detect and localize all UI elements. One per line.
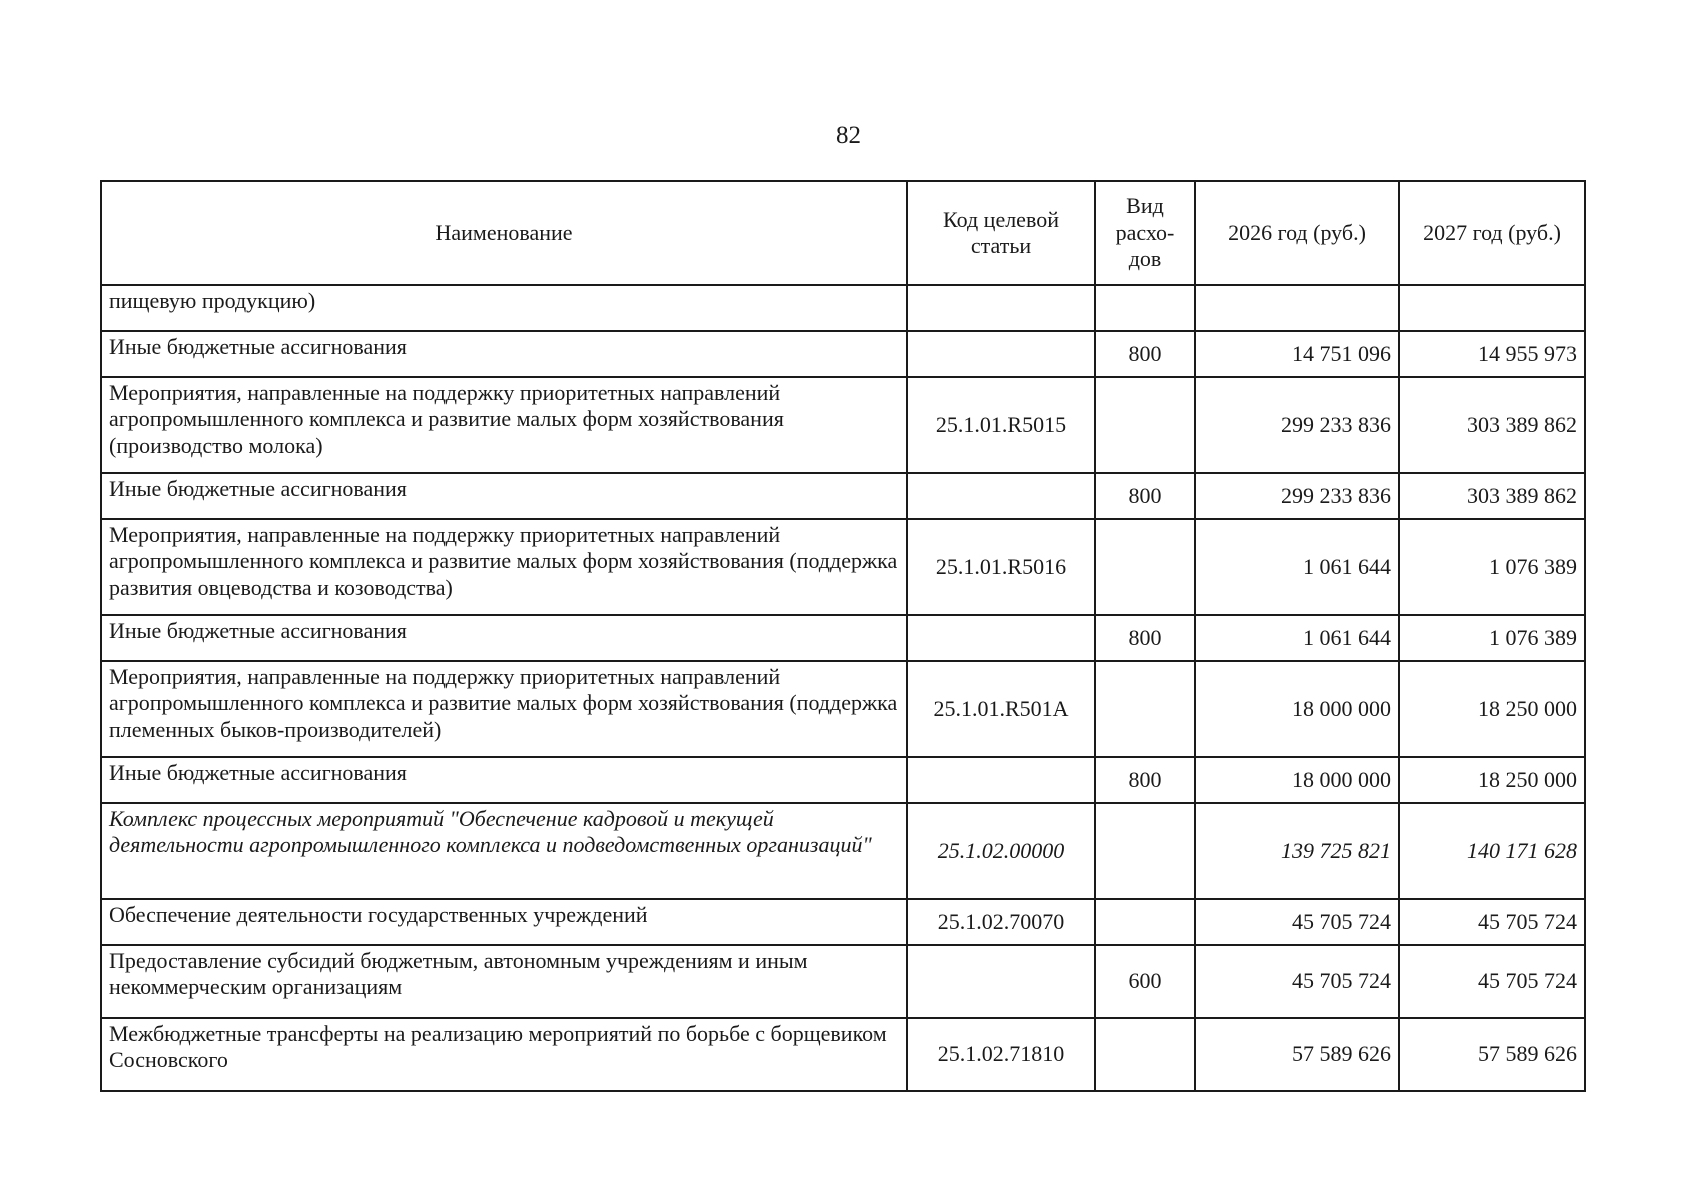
cell-2026: 45 705 724 bbox=[1195, 945, 1399, 1018]
cell-2027 bbox=[1399, 285, 1585, 331]
cell-2026: 18 000 000 bbox=[1195, 757, 1399, 803]
cell-2027: 14 955 973 bbox=[1399, 331, 1585, 377]
cell-2027: 1 076 389 bbox=[1399, 615, 1585, 661]
cell-2027: 303 389 862 bbox=[1399, 473, 1585, 519]
cell-2026: 18 000 000 bbox=[1195, 661, 1399, 757]
cell-code bbox=[907, 757, 1095, 803]
cell-code bbox=[907, 945, 1095, 1018]
header-2027: 2027 год (руб.) bbox=[1399, 181, 1585, 285]
cell-code: 25.1.02.00000 bbox=[907, 803, 1095, 899]
cell-kind bbox=[1095, 377, 1195, 473]
cell-2026: 45 705 724 bbox=[1195, 899, 1399, 945]
cell-2027: 18 250 000 bbox=[1399, 757, 1585, 803]
cell-2026: 299 233 836 bbox=[1195, 473, 1399, 519]
cell-kind: 600 bbox=[1095, 945, 1195, 1018]
table-row bbox=[101, 473, 1585, 519]
cell-name: Иные бюджетные ассигнования bbox=[101, 757, 907, 803]
cell-code bbox=[907, 331, 1095, 377]
table-row bbox=[101, 377, 1585, 473]
cell-2026: 1 061 644 bbox=[1195, 519, 1399, 615]
cell-2027: 140 171 628 bbox=[1399, 803, 1585, 899]
cell-kind bbox=[1095, 519, 1195, 615]
cell-code: 25.1.01.R5016 bbox=[907, 519, 1095, 615]
cell-2026: 14 751 096 bbox=[1195, 331, 1399, 377]
cell-2027: 1 076 389 bbox=[1399, 519, 1585, 615]
cell-2026: 299 233 836 bbox=[1195, 377, 1399, 473]
cell-code: 25.1.01.R5015 bbox=[907, 377, 1095, 473]
cell-code: 25.1.01.R501A bbox=[907, 661, 1095, 757]
cell-2027: 18 250 000 bbox=[1399, 661, 1585, 757]
table-header bbox=[101, 181, 1585, 285]
table-row bbox=[101, 519, 1585, 615]
table-row bbox=[101, 945, 1585, 1018]
cell-kind: 800 bbox=[1095, 473, 1195, 519]
cell-kind bbox=[1095, 285, 1195, 331]
table-row bbox=[101, 285, 1585, 331]
cell-code bbox=[907, 615, 1095, 661]
cell-kind: 800 bbox=[1095, 615, 1195, 661]
cell-name: Обеспечение деятельности государственных учреждений bbox=[101, 899, 907, 945]
cell-kind bbox=[1095, 1018, 1195, 1091]
cell-name: пищевую продукцию) bbox=[101, 285, 907, 331]
table-row bbox=[101, 661, 1585, 757]
cell-name: Мероприятия, направленные на поддержку приоритетных направлений агропромышленного комплекса и развитие малых форм хозяйствования (поддержка развития овцеводства и козоводства) bbox=[101, 519, 907, 615]
cell-name: Иные бюджетные ассигнования bbox=[101, 331, 907, 377]
header-row bbox=[101, 181, 1585, 285]
cell-2027: 45 705 724 bbox=[1399, 945, 1585, 1018]
cell-2026 bbox=[1195, 285, 1399, 331]
cell-name: Комплекс процессных мероприятий "Обеспечение кадровой и текущей деятельности агропромышленного комплекса и подведомственных организаций" bbox=[101, 803, 907, 899]
cell-kind bbox=[1095, 661, 1195, 757]
cell-kind bbox=[1095, 899, 1195, 945]
table-row bbox=[101, 1018, 1585, 1091]
table-row bbox=[101, 615, 1585, 661]
table-row bbox=[101, 331, 1585, 377]
cell-2026: 57 589 626 bbox=[1195, 1018, 1399, 1091]
cell-code: 25.1.02.71810 bbox=[907, 1018, 1095, 1091]
cell-name: Мероприятия, направленные на поддержку приоритетных направлений агропромышленного комплекса и развитие малых форм хозяйствования (производство молока) bbox=[101, 377, 907, 473]
cell-kind: 800 bbox=[1095, 757, 1195, 803]
cell-2027: 57 589 626 bbox=[1399, 1018, 1585, 1091]
cell-name: Иные бюджетные ассигнования bbox=[101, 473, 907, 519]
cell-code bbox=[907, 473, 1095, 519]
cell-name: Межбюджетные трансферты на реализацию мероприятий по борьбе с борщевиком Сосновского bbox=[101, 1018, 907, 1091]
cell-2026: 139 725 821 bbox=[1195, 803, 1399, 899]
header-name: Наименование bbox=[101, 181, 907, 285]
cell-kind: 800 bbox=[1095, 331, 1195, 377]
header-code: Код целевой статьи bbox=[907, 181, 1095, 285]
table-row bbox=[101, 757, 1585, 803]
cell-name: Предоставление субсидий бюджетным, автономным учреждениям и иным некоммерческим организациям bbox=[101, 945, 907, 1018]
cell-2027: 303 389 862 bbox=[1399, 377, 1585, 473]
budget-table bbox=[100, 180, 1586, 1092]
page-number: 82 bbox=[836, 122, 861, 149]
cell-name: Иные бюджетные ассигнования bbox=[101, 615, 907, 661]
table-body bbox=[101, 285, 1585, 1091]
cell-code bbox=[907, 285, 1095, 331]
cell-name: Мероприятия, направленные на поддержку приоритетных направлений агропромышленного комплекса и развитие малых форм хозяйствования (поддержка племенных быков-производителей) bbox=[101, 661, 907, 757]
cell-kind bbox=[1095, 803, 1195, 899]
table-row bbox=[101, 899, 1585, 945]
header-kind: Вид расхо-дов bbox=[1095, 181, 1195, 285]
cell-2027: 45 705 724 bbox=[1399, 899, 1585, 945]
header-2026: 2026 год (руб.) bbox=[1195, 181, 1399, 285]
cell-2026: 1 061 644 bbox=[1195, 615, 1399, 661]
cell-code: 25.1.02.70070 bbox=[907, 899, 1095, 945]
table-row bbox=[101, 803, 1585, 899]
